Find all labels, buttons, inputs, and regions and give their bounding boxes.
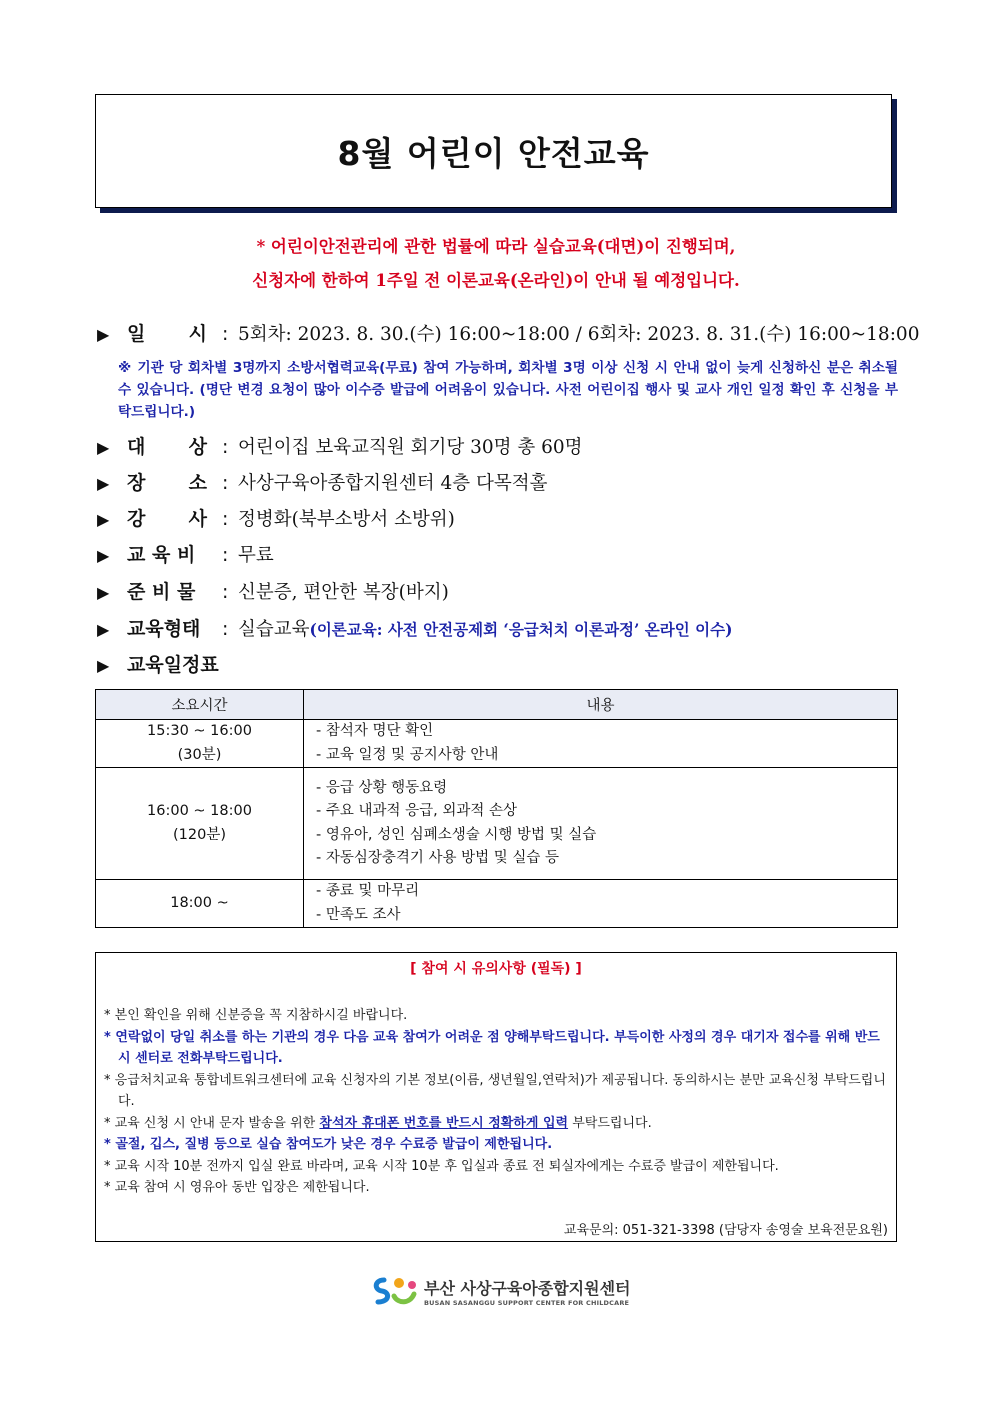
notice-line-2: 신청자에 한하여 1주일 전 이론교육(온라인)이 안내 될 예정입니다.	[252, 271, 740, 290]
row-duration: (30분)	[177, 746, 222, 763]
caution-item-part: * 교육 신청 시 안내 문자 발송을 위한	[104, 1115, 316, 1131]
triangle-bullet-icon: ▶	[97, 656, 110, 675]
row-item: - 영유아, 성인 심폐소생술 시행 방법 및 실습	[316, 826, 597, 843]
info-place: ▶ 장 소 : 사상구육아종합지원센터 4층 다목적홀	[97, 468, 547, 495]
info-fee: ▶ 교 육 비 : 무료	[97, 540, 274, 567]
notice-line-1: * 어린이안전관리에 관한 법률에 따라 실습교육(대면)이 진행되며,	[256, 237, 736, 256]
place-label-b: 소	[188, 472, 207, 494]
target-value: 어린이집 보육교직원 회기당 30명 총 60명	[238, 437, 583, 458]
row-time: 16:00 ~ 18:00	[147, 803, 252, 819]
triangle-bullet-icon: ▶	[97, 510, 110, 529]
instructor-label-b: 사	[188, 508, 207, 530]
caution-item-emphasis: 참석자 휴대폰 번호를 반드시 정확하게 입력	[319, 1115, 569, 1131]
logo-english-name: BUSAN SASANGGU SUPPORT CENTER FOR CHILDCARE	[424, 1298, 630, 1307]
row-item: - 자동심장충격기 사용 방법 및 실습 등	[316, 850, 559, 866]
caution-item: * 본인 확인을 위해 신분증을 꼭 지참하시길 바랍니다.	[104, 1008, 408, 1023]
triangle-bullet-icon: ▶	[97, 474, 110, 493]
fee-label: 교 육 비	[127, 544, 196, 566]
date-label-a: 일	[127, 323, 146, 345]
caution-box	[95, 952, 897, 1242]
prep-label: 준 비 물	[127, 581, 196, 603]
instructor-label-a: 강	[127, 508, 146, 530]
date-label-b: 시	[188, 323, 207, 345]
target-label-a: 대	[127, 436, 146, 458]
triangle-bullet-icon: ▶	[97, 583, 110, 602]
date-value: 5회차: 2023. 8. 30.(수) 16:00~18:00 / 6회차: 2023. 8. 31.(수) 16:00~18:00	[238, 324, 920, 345]
page-title: 8월 어린이 안전교육	[337, 133, 650, 173]
info-date: ▶ 일 시 : 5회차: 2023. 8. 30.(수) 16:00~18:00 / 6회차: 2023. 8. 31.(수) 16:00~18:00	[97, 319, 919, 346]
instructor-value: 정병화(북부소방서 소방위)	[238, 509, 455, 530]
caution-item: * 응급처치교육 통합네트워크센터에 교육 신청자의 기본 정보(이름, 생년월일,연락처)가 제공됩니다. 동의하시는 분만 교육신청 부탁드립니다.	[104, 1072, 886, 1109]
type-label: 교육형태	[127, 618, 201, 640]
row-item: - 종료 및 마무리	[316, 883, 420, 899]
row-item: - 교육 일정 및 공지사항 안내	[316, 746, 499, 763]
caution-item	[104, 1113, 888, 1135]
row-item: - 참석자 명단 확인	[316, 723, 434, 739]
place-value: 사상구육아종합지원센터 4층 다목적홀	[238, 473, 548, 494]
prep-value: 신분증, 편안한 복장(바지)	[238, 582, 449, 603]
row-time: 18:00 ~	[170, 894, 229, 911]
triangle-bullet-icon: ▶	[97, 620, 110, 639]
center-logo	[370, 1274, 631, 1308]
row-duration: (120분)	[173, 826, 226, 843]
table-row	[96, 768, 898, 880]
caution-item: * 교육 참여 시 영유아 동반 입장은 제한됩니다.	[104, 1180, 370, 1195]
caution-list	[104, 1005, 888, 1199]
header-content: 내용	[304, 690, 898, 720]
header-duration: 소요시간	[96, 690, 304, 720]
caution-item-part: 부탁드립니다.	[572, 1115, 652, 1131]
row-item: - 응급 상황 행동요령	[316, 779, 448, 796]
logo-icon	[370, 1274, 420, 1308]
caution-heading: [ 참여 시 유의사항 (필독) ]	[410, 961, 582, 977]
schedule-label: 교육일정표	[127, 654, 219, 676]
row-time: 15:30 ~ 16:00	[147, 723, 252, 739]
info-schedule-heading	[97, 650, 222, 677]
notice-banner	[60, 230, 932, 298]
title-box	[95, 94, 892, 208]
type-value: 실습교육	[238, 619, 310, 640]
info-prep: ▶ 준 비 물 : 신분증, 편안한 복장(바지)	[97, 577, 449, 604]
table-row	[96, 720, 898, 768]
caution-item: * 교육 시작 10분 전까지 입실 완료 바라며, 교육 시작 10분 후 입실과 종료 전 퇴실자에게는 수료증 발급이 제한됩니다.	[104, 1158, 779, 1174]
date-note: ※ 기관 당 회차별 3명까지 소방서협력교육(무료) 참여 가능하며, 회차별 3명 이상 신청 시 안내 없이 늦게 신청하신 분은 취소될 수 있습니다. (명단 변경 요청이 많아 이수증 발급에 어려움이 있습니다. 사전 어린이집 행사 및 교사 개인 일정 확인 후 신청을 부탁드립니다.)	[118, 360, 898, 420]
row-item: - 만족도 조사	[316, 906, 401, 923]
fee-value: 무료	[238, 545, 274, 566]
place-label-a: 장	[127, 472, 146, 494]
caution-item: * 골절, 깁스, 질병 등으로 실습 참여도가 낮은 경우 수료증 발급이 제한됩니다.	[104, 1137, 553, 1152]
target-label-b: 상	[188, 436, 207, 458]
type-extra: (이론교육: 사전 안전공제회 ‘응급처치 이론과정’ 온라인 이수)	[309, 620, 733, 639]
schedule-table	[95, 689, 898, 928]
info-type: ▶ 교육형태 : 실습교육 (이론교육: 사전 안전공제회 ‘응급처치 이론과정’ 온라인 이수)	[97, 614, 732, 641]
triangle-bullet-icon: ▶	[97, 546, 110, 565]
table-row	[96, 880, 898, 928]
triangle-bullet-icon: ▶	[97, 438, 110, 457]
table-header-row	[96, 690, 898, 720]
contact-info: 교육문의: 051-321-3398 (담당자 송영술 보육전문요원)	[563, 1223, 888, 1238]
logo-korean-name: 부산 사상구육아종합지원센터	[424, 1278, 631, 1298]
row-item: - 주요 내과적 응급, 외과적 손상	[316, 803, 517, 819]
triangle-bullet-icon: ▶	[97, 325, 110, 344]
caution-item: * 연락없이 당일 취소를 하는 기관의 경우 다음 교육 참여가 어려운 점 양해부탁드립니다. 부득이한 사정의 경우 대기자 접수를 위해 반드시 센터로 전화부탁드립니다.	[104, 1029, 880, 1066]
info-instructor: ▶ 강 사 : 정병화(북부소방서 소방위)	[97, 504, 455, 531]
info-target: ▶ 대 상 : 어린이집 보육교직원 회기당 30명 총 60명	[97, 432, 583, 459]
